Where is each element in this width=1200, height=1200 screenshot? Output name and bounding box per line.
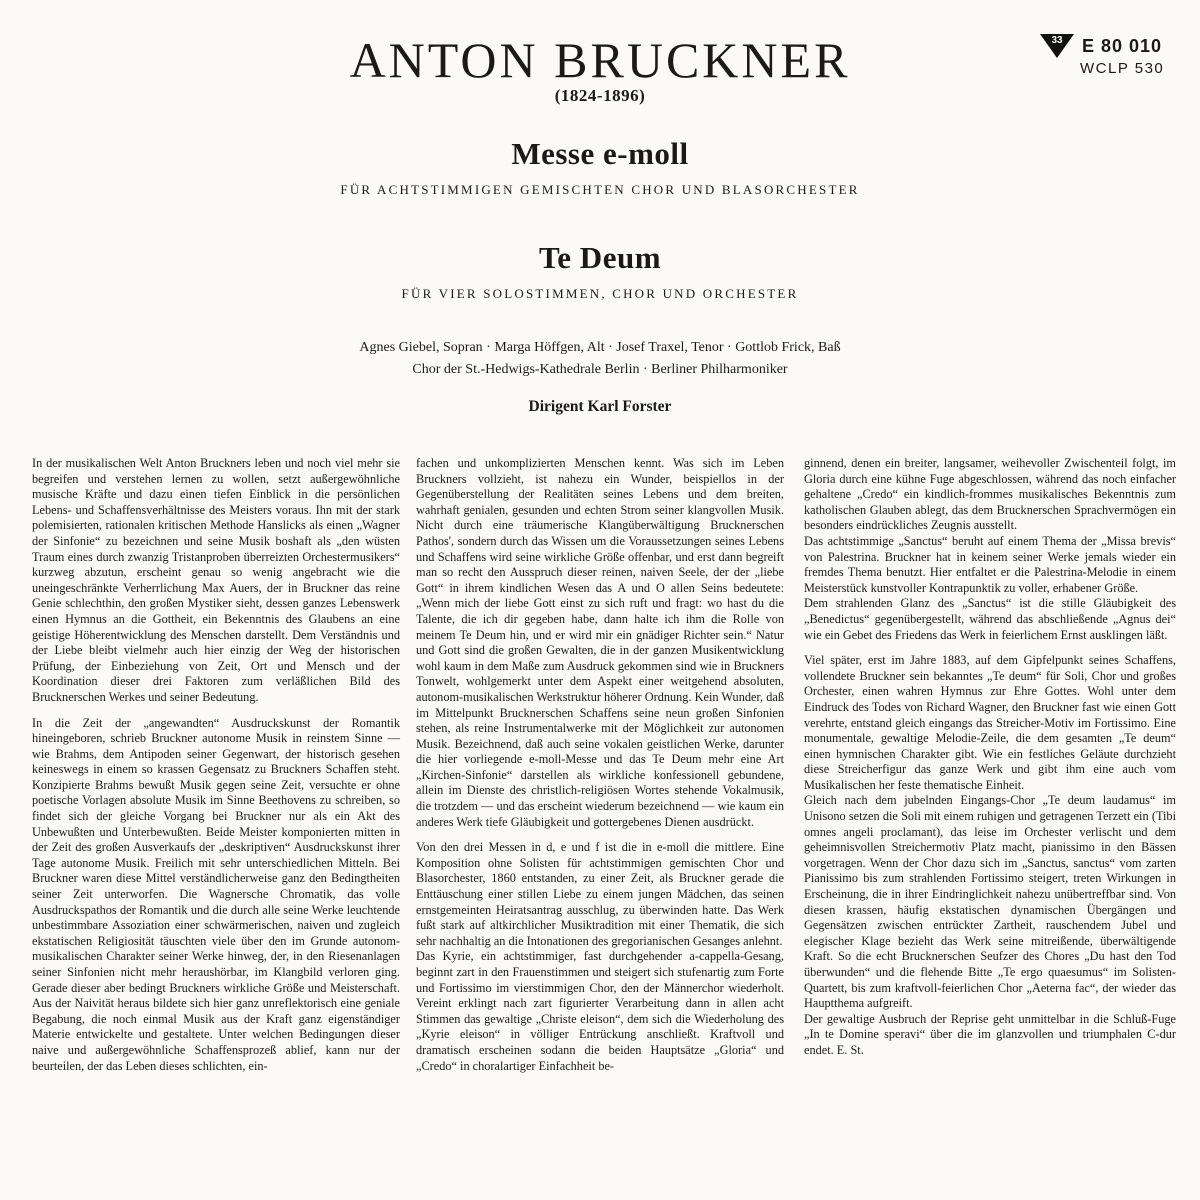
work-subtitle-mass: FÜR ACHTSTIMMIGEN GEMISCHTEN CHOR UND BLASORCHESTER <box>340 182 860 197</box>
paragraph: ginnend, denen ein breiter, langsamer, weihevoller Zwischenteil folgt, im Gloria durch eine kühne Fuge abgeschlossen, während das noch einfacher gehaltene „Credo“ ein kindlich-frommes musikalisches Bekenntnis zum katholischen Glauben ablegt, das dem Brucknerschen Sprachvermögen ein besonders eindrückliches Zeugnis ausstellt. <box>804 456 1176 533</box>
paragraph: In die Zeit der „angewandten“ Ausdruckskunst der Romantik hineingeboren, schrieb Bruckner autonome Musik in reinstem Sinne — wie Brahms, dem Antipoden seiner Gegenwart, der historisch gesehen keineswegs in einem so krassen Gegensatz zu Bruckners Schaffen steht. Konzipierte Brahms bewußt Musik gegen seine Zeit, versuchte er ohne poetische Vorlagen absolute Musik im Sinne Beethovens zu schreiben, so findet sich der gleiche Vorgang bei Bruckner nur als ein Akt des Unbewußten und Unterbewußten. Beide Meister komponierten mitten in der Zeit des großen Ausverkaufs der „deskriptiven“ Ausdruckskunst ihrer Tage autonome Musik. Freilich mit sehr unterschiedlichen Mitteln. Bei Bruckner waren diese Mittel verständlicherweise ganz den Bedingtheiten seiner Zeit unterworfen. Die Wagnersche Chromatik, das volle Ausdruckspathos der Romantik und die durch alle seine Werke leuchtende unbestimmbare Assoziation einer schwärmerischen, naiven und zugleich ekstatischen Religiosität täuschten viele über den im Grunde autonom-musikalischen Charakter seiner Werke hinweg, der, in den Riesenanlagen seiner Sinfonien nicht mehr heraushörbar, im Klangbild verloren ging. Gerade dieser aber bedingt Bruckners wirkliche Größe und Meisterschaft. Aus der Naivität heraus bildete sich hier ganz unreflektorisch eine geniale Begabung, die noch einmal Musik aus der Kraft ganz eigenständiger Materie entwickelte und gestaltete. Unter welchen Bedingungen dieser naive und außergewöhnliche Schaffensprozeß ablief, kann nur der beurteilen, der das Leben dieses schlichten, ein- <box>32 715 400 1073</box>
work-title-te-deum: Te Deum <box>538 240 662 275</box>
composer-name: ANTON BRUCKNER <box>349 32 851 88</box>
catalog-number: E 80 010 <box>1082 35 1163 56</box>
catalog-block <box>1040 34 1180 77</box>
sleeve-header <box>0 0 1200 450</box>
paragraph: Gleich nach dem jubelnden Eingangs-Chor „Te deum laudamus“ im Unisono setzen die Soli mit einem ruhigen und getragenen Terzett ein (Tibi omnes angeli proclamant), das leise im Orchester verlischt und dem geheimnisvollen Streichermotiv Platz macht, pianissimo in den Bässen vorgetragen. Wenn der Chor dazu sich im „Sanctus, sanctus“ vom zarten Pianissimo bis zum strahlenden Fortissimo steigert, treten Wirkungen in Erscheinung, die in ihrer Eindringlichkeit nahezu unübertreffbar sind. Von diesen krassen, häufig ekstatischen dynamischen Übergängen und Gegensätzen zwischen entrückter Zartheit, rauschendem Jubel und elegischer Klage bezieht das Werk seine mitreißende, überwältigende Kraft. So die echt Brucknerschen Seufzer des Chores „Du hast den Tod überwunden“ und die flehende Bitte „Te ergo quaesumus“ im Solisten-Quartett, bis zum kraftvoll-feierlichen Chor „Aeterna fac“, der wieder das Hauptthema aufgreift. <box>804 793 1176 1011</box>
rpm-badge-icon <box>1040 34 1074 58</box>
paragraph: Dem strahlenden Glanz des „Sanctus“ ist die stille Gläubigkeit des „Benedictus“ gegenübergestellt, während das abschließende „Agnus dei“ wie ein Gebet des Friedens das Werk in feierlichem Ernst ausklingen läßt. <box>804 596 1176 642</box>
paragraph: Das Kyrie, ein achtstimmiger, fast durchgehender a-cappella-Gesang, beginnt zart in den Frauenstimmen und steigert sich stufenartig zum Forte und Fortissimo im vierstimmigen Chor, den der Männerchor wiederholt. Vereint erklingt nach zart figurierter Verarbeitung dann in allen acht Stimmen das gewaltige „Christe eleison“, dem sich die Wiederholung des „Kyrie eleison“ in völliger Entrückung anschließt. Kraftvoll und dramatisch erscheinen sodann die beiden Hauptsätze „Gloria“ und „Credo“ in choralartiger Einfachheit be- <box>416 949 784 1073</box>
text-column-2 <box>416 456 784 1074</box>
rpm-badge-label: 33 <box>1051 35 1063 46</box>
paragraph: Viel später, erst im Jahre 1883, auf dem Gipfelpunkt seines Schaffens, vollendete Bruckner sein bekanntes „Te deum“ für Soli, Chor und großes Orchester, einen wahren Hymnus zur Ehre Gottes. Wohl unter dem Eindruck des Todes von Richard Wagner, den Bruckner fast wie einen Gott verehrte, entstand gleich eingangs das Streicher-Motiv im Fortissimo. Eine monumentale, gewaltige Melodie-Zeile, die dem gesamten „Te deum“ einen hymnischen Charakter gibt. Wie ein festliches Geläute durchzieht diese Streicherfigur das ganze Werk und gibt ihm eine auch vom Musikalischen her feste thematische Einheit. <box>804 653 1176 792</box>
work-title-mass: Messe e-moll <box>511 136 689 171</box>
paragraph: Von den drei Messen in d, e und f ist die in e-moll die mittlere. Eine Komposition ohne Solisten für achtstimmigen gemischten Chor und Blasorchester, 1860 entstanden, zu einer Zeit, als Bruckner gerade die Enttäuschung einer stillen Liebe zu einem jungen Mädchen, das seinen ernstgemeinten Heiratsantrag ausschlug, zu überwinden hatte. Das Werk fußt stark auf altkirchlicher Musiktradition mit einer Thematik, die sich sehr nachhaltig an die Intonationen des gregorianischen Gesanges anlehnt. <box>416 840 784 948</box>
text-column-3 <box>804 456 1176 1059</box>
paragraph: Der gewaltige Ausbruch der Reprise geht unmittelbar in die Schluß-Fuge „In te Domine speravi“ über die im glanzvollen und triumphalen C-dur endet. E. St. <box>804 1011 1176 1057</box>
soloists-line: Agnes Giebel, Sopran · Marga Höffgen, Alt · Josef Traxel, Tenor · Gottlob Frick, Baß <box>359 340 841 355</box>
paragraph: fachen und unkomplizierten Menschen kennt. Was sich im Leben Bruckners vollzieht, ist nahezu ein Wunder, beispiellos in der Gegenüberstellung der Realitäten seines Lebens und dem breiten, wahrhaft genialen, gesunden und echten Strom seiner klangvollen Musik. Nicht durch eine träumerische Klangüberwältigung Brucknerschen Pathos', sondern durch das Wissen um die Voraussetzungen seines Lebens und Schaffens wird seine wirkliche Größe offenbar, und erst dann begreift man so recht den Ausspruch dieser reinen, naiven Seele, der der „liebe Gott“ in ihrem kindlichen Wesen das A und O allen Seins bedeutete: „Wenn mich der liebe Gott einst zu sich ruft und fragt: wo hast du die Talente, die ich dir gegeben habe, dann halte ich ihm die Rolle von meinem Te Deum hin, und er wird mir ein gnädiger Richter sein.“ Natur und Gott sind die großen Gewalten, die in der ganzen Musikentwicklung wohl kaum in dem Maße zum Ausdruck gekommen sind wie in Bruckners Tonwelt, wohlgemerkt unter dem Aspekt einer weitgehend absoluten, autonom-musikalischen Werkstruktur höherer Ordnung. Kein Wunder, daß im Mittelpunkt Brucknerschen Schaffens seine neun großen Sinfonien stehen, als reine Instrumentalwerke mit der Möglichkeit zur autonomen Musik. Bezeichnend, daß auch seine vokalen geistlichen Werke, darunter die hier vorliegende e-moll-Messe und das Te Deum mehr eine Art „Kirchen-Sinfonie“ darstellen als wirkliche konfessionell gebundene, allein im Dienste des christlich-religiösen Wortes stehende Vokalmusik, die trotzdem — und das erscheint wiederum bezeichnend — wie kaum ein anderes Werk tiefe Gläubigkeit und gottergebenes Dienen ausdrückt. <box>416 456 784 829</box>
paragraph: In der musikalischen Welt Anton Bruckners leben und noch viel mehr sie begreifen und verstehen lernen zu wollen, setzt außergewöhnliche musische Kräfte und dazu einen tiefen Einblick in die persönlichen Lebens- und Schaffensverhältnisse des Meisters voraus. Ihn mit der stark polemisierten, rationalen kritischen Methode Hanslicks als einen „Wagner der Sinfonie“ zu bezeichnen und seine Musik boshaft als „den wüsten Traum eines durch zwanzig Tristanproben überreizten Orchestermusikers“ kurzweg abzutun, erscheint genau so wenig angebracht wie die uneingeschränkte Verherrlichung Max Auers, der in Bruckner das reine Genie schlechthin, den großen Mystiker sieht, dessen ganzes Lebenswerk einen Hymnus an die Gottheit, ein Bekenntnis des Glaubens an eine geistige Höherentwicklung des Menschen darstellt. Dem Verständnis und der Liebe bleibt vielmehr auch hier einzig der Weg der historischen Prüfung, der Einbeziehung von Zeit, Ort und Mensch und der Koordination dieser drei Faktoren zum verläßlichen Bild des Brucknerschen Werkes und seiner Bedeutung. <box>32 456 400 704</box>
catalog-code: WCLP 530 <box>1080 60 1165 77</box>
work-subtitle-te-deum: FÜR VIER SOLOSTIMMEN, CHOR UND ORCHESTER <box>401 286 799 301</box>
composer-years: (1824-1896) <box>554 86 646 105</box>
conductor-line: Dirigent Karl Forster <box>528 398 672 415</box>
text-column-1 <box>32 456 400 1074</box>
ensemble-line: Chor der St.-Hedwigs-Kathedrale Berlin · Berliner Philharmoniker <box>412 362 788 377</box>
paragraph: Das achtstimmige „Sanctus“ beruht auf einem Thema der „Missa brevis“ von Palestrina. Bruckner hat in keinem seiner Werke jemals wieder ein fremdes Thema benutzt. Hier entfaltet er die Palestrina-Melodie in einem Meisterstück kunstvoller Kontrapunktik zu voller, erhabener Größe. <box>804 533 1176 595</box>
